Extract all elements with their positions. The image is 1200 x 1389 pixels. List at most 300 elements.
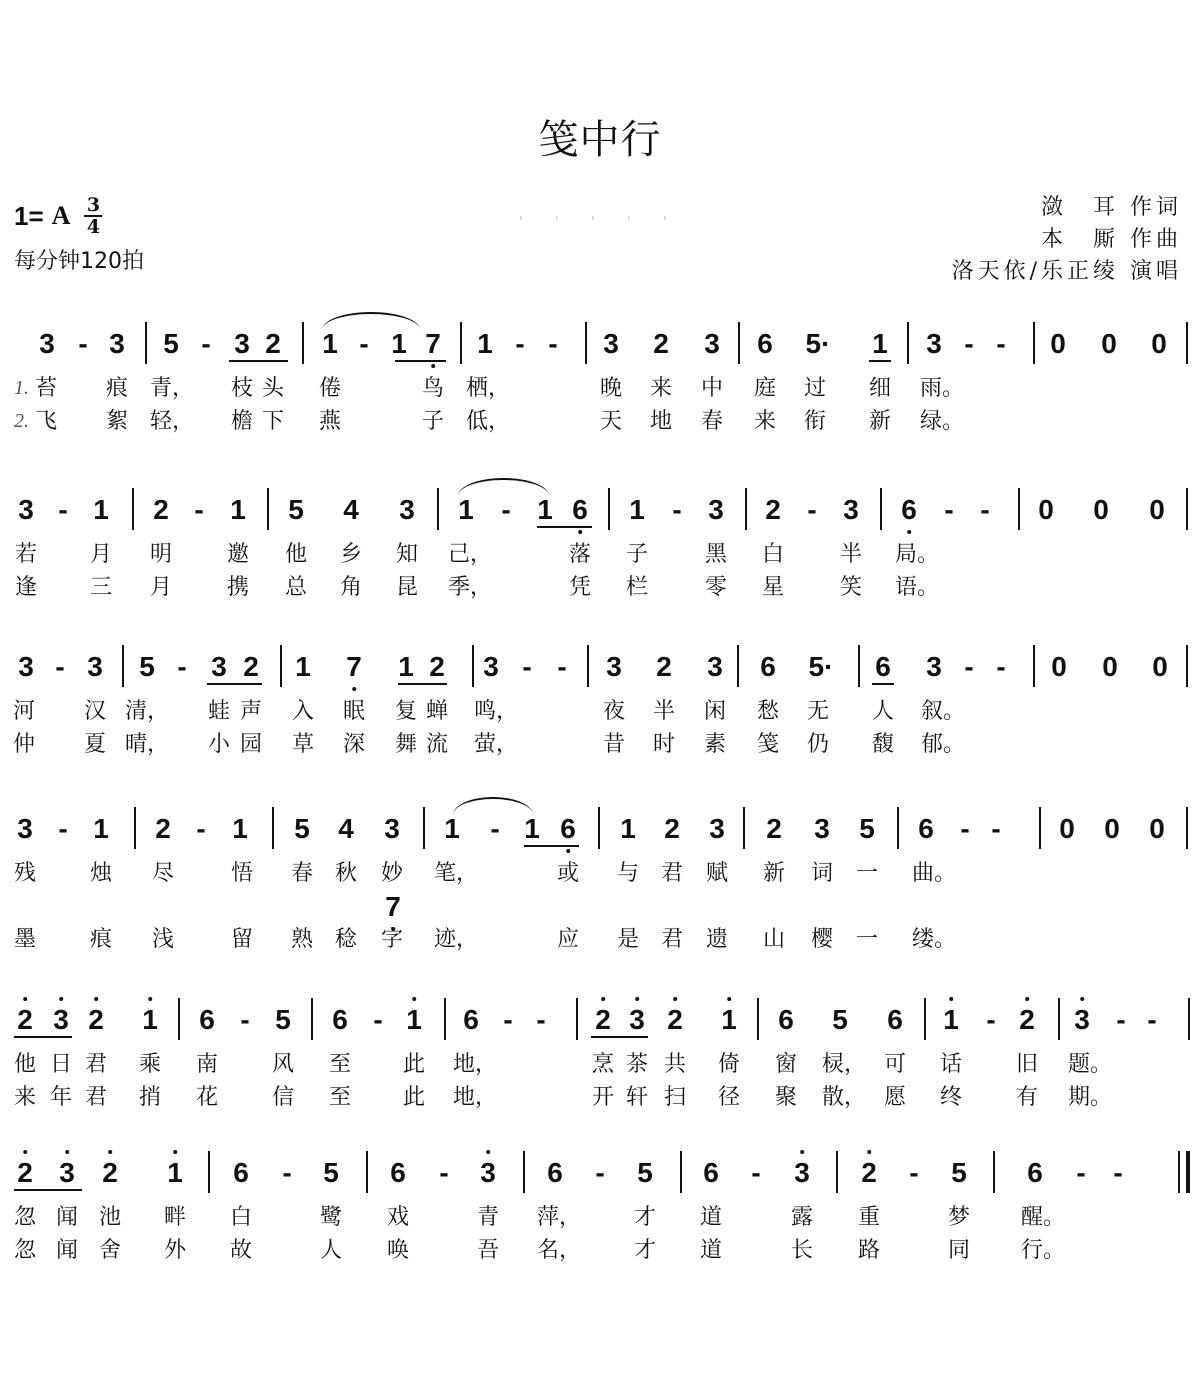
jianpu-note: 3: [234, 328, 250, 359]
lyric-syllable: 共: [663, 1052, 687, 1077]
jianpu-note: 3: [629, 1006, 645, 1034]
jianpu-note: 0: [1149, 494, 1165, 525]
time-numerator: 3: [86, 194, 101, 216]
jianpu-note: -: [595, 1157, 605, 1188]
jianpu-note: 2: [17, 1006, 33, 1034]
underline-beam: [872, 683, 894, 685]
bar-line: [1033, 645, 1035, 687]
bar-line: [523, 1151, 525, 1193]
lyric-syllable: 稔: [334, 927, 358, 952]
lyric-syllable: 园: [239, 732, 263, 757]
lyric-syllable: 舞: [394, 732, 418, 757]
lyric-syllable: 飞: [34, 409, 58, 434]
lyric-syllable: 或: [556, 861, 580, 886]
jianpu-note: 2: [861, 1159, 877, 1187]
lyric-syllable: 逢: [14, 575, 38, 600]
lyric-syllable: 鸣，: [473, 699, 519, 724]
lyric-syllable: 至: [328, 1052, 352, 1077]
bar-line: [460, 322, 462, 364]
jianpu-note: 6: [332, 1004, 348, 1035]
jianpu-note: -: [522, 651, 532, 682]
octave-down-dot: [907, 530, 911, 534]
lyric-syllable: 池: [98, 1205, 122, 1230]
faint-scan-marks: [520, 216, 700, 220]
jianpu-note: -: [78, 328, 88, 359]
lyric-syllable: 流: [425, 732, 449, 757]
octave-up-dot: [23, 1150, 27, 1154]
lyric-syllable: 日: [49, 1052, 73, 1077]
jianpu-note: 0: [1038, 494, 1054, 525]
lyric-syllable: 字: [380, 927, 404, 952]
lyric-syllable: 燕: [318, 409, 342, 434]
lyric-syllable: 夏: [83, 732, 107, 757]
lyric-syllable: 同: [947, 1238, 971, 1263]
octave-down-dot: [352, 687, 356, 691]
lyric-syllable: 梦: [947, 1205, 971, 1230]
lyric-syllable: 道: [699, 1238, 723, 1263]
lyric-syllable: 墨: [13, 927, 37, 952]
jianpu-note: 7: [346, 653, 362, 681]
lyric-syllable: 倦: [318, 376, 342, 401]
jianpu-note: 2: [155, 813, 171, 844]
jianpu-note: 4: [343, 494, 359, 525]
jianpu-note: -: [1076, 1157, 1086, 1188]
lyric-syllable: 信: [271, 1085, 295, 1110]
lyric-syllable: 檐: [230, 409, 254, 434]
jianpu-note: 2: [265, 328, 281, 359]
lyric-syllable: 词: [810, 861, 834, 886]
jianpu-note: 1: [322, 328, 338, 359]
jianpu-note: -: [501, 494, 511, 525]
lyric-syllable: 半: [652, 699, 676, 724]
jianpu-note: -: [58, 813, 68, 844]
jianpu-note: -: [282, 1157, 292, 1188]
jianpu-note: 1: [477, 328, 493, 359]
lyric-syllable: 舍: [98, 1238, 122, 1263]
lyric-syllable: 叙。: [920, 699, 966, 724]
lyric-syllable: 旧: [1015, 1052, 1039, 1077]
bar-line: [1018, 488, 1020, 530]
jianpu-note: 5: [163, 328, 179, 359]
lyric-syllable: 留: [230, 927, 254, 952]
jianpu-note: -: [557, 651, 567, 682]
lyric-syllable: 迹，: [433, 927, 479, 952]
bar-line: [585, 322, 587, 364]
bar-line: [745, 488, 747, 530]
lyric-syllable: 才: [633, 1238, 657, 1263]
jianpu-note: 3: [53, 1006, 69, 1034]
jianpu-note: -: [1147, 1004, 1157, 1035]
verse-number: 1.: [14, 377, 29, 399]
jianpu-note: -: [996, 328, 1006, 359]
octave-up-dot: [949, 997, 953, 1001]
lyric-syllable: 扫: [663, 1085, 687, 1110]
lyric-syllable: 衔: [803, 409, 827, 434]
jianpu-note: 3: [794, 1159, 810, 1187]
lyric-syllable: 角: [339, 575, 363, 600]
lyric-syllable: 中: [700, 376, 724, 401]
jianpu-note: 5: [323, 1157, 339, 1188]
jianpu-note: 2: [765, 494, 781, 525]
underline-beam: [207, 683, 262, 685]
underline-beam: [395, 360, 446, 362]
lyric-syllable: 三: [89, 575, 113, 600]
lyric-syllable: 他: [13, 1052, 37, 1077]
jianpu-note: 0: [1093, 494, 1109, 525]
lyric-syllable: 地，: [452, 1052, 498, 1077]
jianpu-note: 3: [843, 494, 859, 525]
lyric-syllable: 赋: [705, 861, 729, 886]
lyric-syllable: 至: [328, 1085, 352, 1110]
jianpu-note: 7: [385, 893, 401, 921]
jianpu-note: 1: [629, 494, 645, 525]
jianpu-note: 3: [18, 651, 34, 682]
jianpu-note: -: [548, 328, 558, 359]
lyric-syllable: 子: [421, 409, 445, 434]
lyric-syllable: 地，: [452, 1085, 498, 1110]
lyric-syllable: 季，: [447, 575, 493, 600]
lyric-syllable: 轩: [625, 1085, 649, 1110]
jianpu-note: -: [201, 328, 211, 359]
jianpu-note: -: [194, 494, 204, 525]
lyric-syllable: 乘: [138, 1052, 162, 1077]
lyric-syllable: 地: [649, 409, 673, 434]
lyric-syllable: 可: [883, 1052, 907, 1077]
time-denominator: 4: [86, 216, 101, 238]
jianpu-note: 6: [390, 1157, 406, 1188]
time-signature: [84, 196, 102, 236]
lyric-syllable: 人: [319, 1238, 343, 1263]
jianpu-note: 3: [109, 328, 125, 359]
jianpu-note: 3: [1074, 1006, 1090, 1034]
jianpu-note: -: [807, 494, 817, 525]
jianpu-note: 1: [444, 813, 460, 844]
lyric-syllable: 絮: [105, 409, 129, 434]
bar-line: [1186, 645, 1188, 687]
lyric-syllable: 笔，: [433, 861, 479, 886]
lyric-syllable: 语。: [894, 575, 940, 600]
lyric-syllable: 低，: [465, 409, 511, 434]
bar-line: [311, 998, 313, 1040]
lyric-syllable: 过: [803, 376, 827, 401]
final-barline: [1178, 1151, 1190, 1193]
jianpu-note: 0: [1101, 328, 1117, 359]
bar-line: [680, 1151, 682, 1193]
lyric-syllable: 春: [700, 409, 724, 434]
lyric-syllable: 君: [84, 1085, 108, 1110]
jianpu-note: -: [980, 494, 990, 525]
bar-line: [1186, 322, 1188, 364]
lyric-syllable: 开: [591, 1085, 615, 1110]
lyric-syllable: 题。: [1067, 1052, 1113, 1077]
lyric-syllable: 时: [652, 732, 676, 757]
lyric-syllable: 窗: [774, 1052, 798, 1077]
lyric-syllable: 与: [616, 861, 640, 886]
underline-beam: [869, 360, 891, 362]
lyric-syllable: 仍: [806, 732, 830, 757]
tie-slur: [322, 312, 420, 330]
lyric-syllable: 仲: [12, 732, 36, 757]
lyric-syllable: 忽: [13, 1205, 37, 1230]
jianpu-note: 5: [139, 651, 155, 682]
lyric-syllable: 晚: [599, 376, 623, 401]
jianpu-note: 3: [59, 1159, 75, 1187]
jianpu-note: -: [944, 494, 954, 525]
jianpu-note: 3: [707, 651, 723, 682]
jianpu-note: 0: [1151, 328, 1167, 359]
lyric-syllable: 愁: [756, 699, 780, 724]
jianpu-note: 5: [832, 1004, 848, 1035]
bar-line: [472, 645, 474, 687]
jianpu-note: 3: [606, 651, 622, 682]
jianpu-note: 3: [480, 1159, 496, 1187]
lyric-syllable: 畔: [163, 1205, 187, 1230]
bar-line: [880, 488, 882, 530]
lyric-syllable: 期。: [1067, 1085, 1113, 1110]
jianpu-note: -: [960, 813, 970, 844]
lyric-syllable: 缕。: [911, 927, 957, 952]
lyric-syllable: 青，: [149, 376, 195, 401]
lyric-syllable: 来: [13, 1085, 37, 1110]
jianpu-note: 3: [926, 328, 942, 359]
lyric-syllable: 话: [939, 1052, 963, 1077]
lyric-syllable: 曲。: [911, 861, 957, 886]
bar-line: [132, 488, 134, 530]
lyric-syllable: 山: [762, 927, 786, 952]
jianpu-note: -: [991, 813, 1001, 844]
lyric-syllable: 君: [84, 1052, 108, 1077]
octave-up-dot: [148, 997, 152, 1001]
jianpu-note: 5: [859, 813, 875, 844]
jianpu-note: 6: [199, 1004, 215, 1035]
jianpu-note: 6: [572, 496, 588, 524]
lyric-syllable: 雨。: [919, 376, 965, 401]
lyric-syllable: 声: [239, 699, 263, 724]
underline-beam: [14, 1189, 82, 1191]
lyric-syllable: 道: [699, 1205, 723, 1230]
bar-line: [280, 645, 282, 687]
jianpu-note: 3: [17, 813, 33, 844]
jianpu-note: 3: [708, 494, 724, 525]
verse-number: 2.: [14, 410, 29, 432]
jianpu-note: 2: [102, 1159, 118, 1187]
lyric-syllable: 半: [839, 542, 863, 567]
lyric-syllable: 闲: [703, 699, 727, 724]
underline-beam: [537, 526, 592, 528]
jianpu-note: -: [909, 1157, 919, 1188]
jianpu-note: 2: [243, 651, 259, 682]
lyric-syllable: 路: [857, 1238, 881, 1263]
jianpu-note: 3: [814, 813, 830, 844]
bar-line: [907, 322, 909, 364]
lyric-syllable: 月: [89, 542, 113, 567]
lyric-syllable: 草: [291, 732, 315, 757]
jianpu-note: 1: [93, 813, 109, 844]
tie-slur: [453, 797, 533, 815]
lyric-syllable: 知: [395, 542, 419, 567]
jianpu-note: 2: [656, 651, 672, 682]
lyric-syllable: 零: [704, 575, 728, 600]
lyric-syllable: 星: [761, 575, 785, 600]
lyric-syllable: 痕: [105, 376, 129, 401]
lyric-syllable: 笺: [756, 732, 780, 757]
octave-down-dot: [431, 364, 435, 368]
jianpu-note: 6: [233, 1157, 249, 1188]
jianpu-note: 2: [17, 1159, 33, 1187]
jianpu-note: 6: [901, 496, 917, 524]
lyric-syllable: 昆: [395, 575, 419, 600]
lyric-syllable: 小: [207, 732, 231, 757]
bar-line: [858, 645, 860, 687]
lyric-syllable: 笑: [839, 575, 863, 600]
octave-down-dot: [566, 849, 570, 853]
key-signature: [14, 196, 102, 236]
bar-line: [737, 645, 739, 687]
jianpu-note: 1: [537, 494, 553, 525]
octave-down-dot: [578, 530, 582, 534]
lyric-syllable: 南: [195, 1052, 219, 1077]
lyric-syllable: 有: [1015, 1085, 1039, 1110]
jianpu-note: 6: [547, 1157, 563, 1188]
song-title: 笺中行: [538, 117, 662, 163]
jianpu-note: 1: [93, 494, 109, 525]
jianpu-note: -: [439, 1157, 449, 1188]
jianpu-note: -: [240, 1004, 250, 1035]
octave-up-dot: [1080, 997, 1084, 1001]
bar-line: [423, 807, 425, 849]
lyric-syllable: 重: [857, 1205, 881, 1230]
underline-beam: [524, 845, 579, 847]
bar-line: [1186, 488, 1188, 530]
jianpu-note: 3: [483, 651, 499, 682]
lyric-syllable: 人: [871, 699, 895, 724]
lyric-syllable: 庭: [753, 376, 777, 401]
jianpu-note: -: [196, 813, 206, 844]
jianpu-note: 3: [211, 651, 227, 682]
octave-up-dot: [173, 1150, 177, 1154]
lyric-syllable: 己，: [447, 542, 493, 567]
lyric-syllable: 夜: [602, 699, 626, 724]
bar-line: [598, 807, 600, 849]
lyric-syllable: 邀: [226, 542, 250, 567]
jianpu-note: 3: [603, 328, 619, 359]
lyric-syllable: 下: [261, 409, 285, 434]
lyric-syllable: 樱: [810, 927, 834, 952]
jianpu-note: -: [58, 494, 68, 525]
lyric-syllable: 轻，: [149, 409, 195, 434]
composer-credit: 本 厮 作曲: [1041, 227, 1182, 252]
lyric-syllable: 来: [649, 376, 673, 401]
jianpu-note: 3: [87, 651, 103, 682]
lyric-syllable: 外: [163, 1238, 187, 1263]
jianpu-note: -: [55, 651, 65, 682]
lyric-syllable: 绿。: [919, 409, 965, 434]
lyric-syllable: 子: [625, 542, 649, 567]
tie-slur: [458, 478, 549, 496]
lyric-syllable: 乡: [339, 542, 363, 567]
underline-beam: [591, 1036, 648, 1038]
jianpu-note: 6: [757, 328, 773, 359]
performer-credit: 洛天依/乐正绫 演唱: [951, 259, 1182, 284]
credits: [952, 192, 1182, 288]
jianpu-note: 1: [230, 494, 246, 525]
jianpu-note: -: [515, 328, 525, 359]
jianpu-note: -: [672, 494, 682, 525]
bar-line: [608, 488, 610, 530]
lyric-syllable: 秋: [334, 861, 358, 886]
jianpu-note: 0: [1059, 813, 1075, 844]
octave-up-dot: [65, 1150, 69, 1154]
lyric-syllable: 唤: [386, 1238, 410, 1263]
jianpu-note: 5: [951, 1157, 967, 1188]
octave-up-dot: [727, 997, 731, 1001]
lyric-syllable: 素: [703, 732, 727, 757]
jianpu-note: 3: [399, 494, 415, 525]
lyric-syllable: 行。: [1020, 1238, 1066, 1263]
bar-line: [302, 322, 304, 364]
octave-up-dot: [59, 997, 63, 1001]
lyric-syllable: 此: [402, 1052, 426, 1077]
lyric-syllable: 戏: [386, 1205, 410, 1230]
jianpu-note: 1: [142, 1006, 158, 1034]
jianpu-note: 0: [1051, 651, 1067, 682]
bar-line: [272, 807, 274, 849]
jianpu-note: 3: [39, 328, 55, 359]
lyric-syllable: 醒。: [1020, 1205, 1066, 1230]
jianpu-note: -: [536, 1004, 546, 1035]
lyric-syllable: 苔: [34, 376, 58, 401]
lyric-syllable: 黑: [704, 542, 728, 567]
jianpu-note: -: [964, 328, 974, 359]
jianpu-note: 1: [391, 328, 407, 359]
lyric-syllable: 清，: [124, 699, 170, 724]
lyric-syllable: 闻: [55, 1205, 79, 1230]
lyric-syllable: 烹: [591, 1052, 615, 1077]
jianpu-note: 1: [232, 813, 248, 844]
lyric-syllable: 萤，: [473, 732, 519, 757]
lyric-syllable: 残: [13, 861, 37, 886]
jianpu-note: 0: [1152, 651, 1168, 682]
octave-up-dot: [635, 997, 639, 1001]
lyric-syllable: 入: [291, 699, 315, 724]
jianpu-note: -: [751, 1157, 761, 1188]
octave-up-dot: [94, 997, 98, 1001]
jianpu-note: 5: [275, 1004, 291, 1035]
octave-up-dot: [23, 997, 27, 1001]
lyric-syllable: 晴，: [124, 732, 170, 757]
lyric-syllable: 鸟: [421, 376, 445, 401]
jianpu-note: 0: [1102, 651, 1118, 682]
jianpu-note: -: [503, 1004, 513, 1035]
jianpu-note: -: [359, 328, 369, 359]
jianpu-note: 1: [943, 1006, 959, 1034]
octave-up-dot: [800, 1150, 804, 1154]
lyric-syllable: 萍，: [536, 1205, 582, 1230]
bar-line: [122, 645, 124, 687]
jianpu-note: 6: [760, 651, 776, 682]
jianpu-note: 5: [637, 1157, 653, 1188]
lyric-syllable: 是: [616, 927, 640, 952]
lyric-syllable: 径: [717, 1085, 741, 1110]
bar-line: [897, 807, 899, 849]
bar-line: [1058, 998, 1060, 1040]
lyric-syllable: 忽: [13, 1238, 37, 1263]
jianpu-note: 2: [653, 328, 669, 359]
lyric-syllable: 浅: [151, 927, 175, 952]
lyric-syllable: 蝉: [425, 699, 449, 724]
lyric-syllable: 君: [660, 861, 684, 886]
jianpu-note: 2: [667, 1006, 683, 1034]
